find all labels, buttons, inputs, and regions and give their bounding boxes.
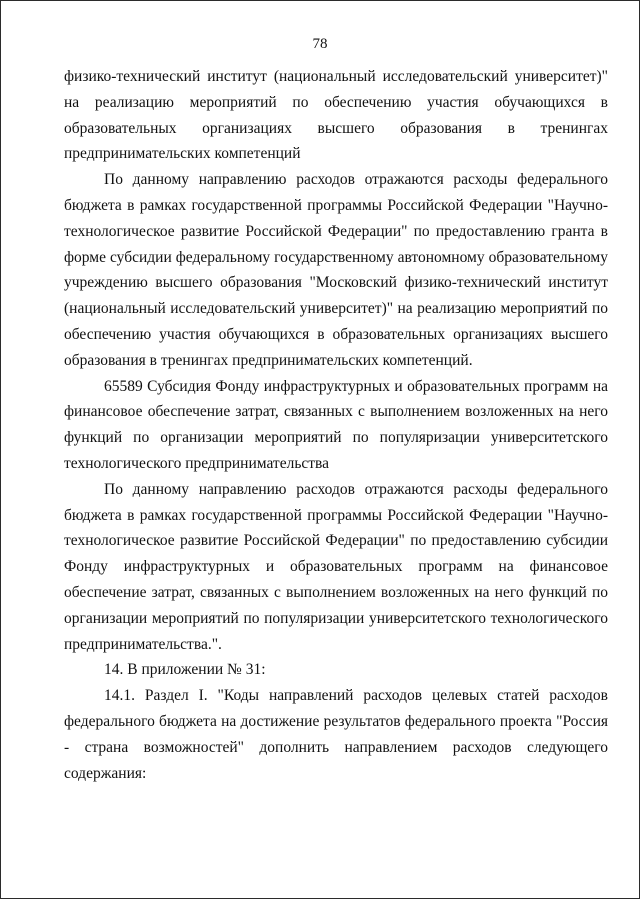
document-body [64,64,608,786]
paragraph-expense-description: По данному направлению расходов отражаются расходы федерального бюджета в рамках государственной программы Российской Федерации "Научно-технологическое развитие Российской Федерации" по предоставлению гранта в форме субсидии федеральному государственному автономному образовательному учреждению высшего образования "Московский физико-технический институт (национальный исследовательский университет)" на реализацию мероприятий по обеспечению участия обучающихся в образовательных организациях высшего образования в тренингах предпринимательских компетенций. [64,171,608,369]
paragraph-appendix-31: 14. В приложении № 31: [104,661,266,679]
paragraph-section-14-1: 14.1. Раздел I. "Коды направлений расходов целевых статей расходов федерального бюджета на достижение результатов федерального проекта "Россия - страна возможностей" дополнить направлением расходов следующего содержания: [64,687,608,782]
paragraph-continuation: физико-технический институт (национальный исследовательский университет)" на реализацию мероприятий по обеспечению участия обучающихся в образовательных организациях высшего образования в тренингах предпринимательских компетенций [64,68,608,163]
paragraph-expense-description-65589: По данному направлению расходов отражаются расходы федерального бюджета в рамках государственной программы Российской Федерации "Научно-технологическое развитие Российской Федерации" по предоставлению субсидии Фонду инфраструктурных и образовательных программ на финансовое обеспечение затрат, связанных с выполнением возложенных на него функций по организации мероприятий по популяризации университетского технологического предпринимательства.". [64,480,608,653]
page-number: 78 [312,36,328,52]
paragraph-expense-code-65589: 65589 Субсидия Фонду инфраструктурных и образовательных программ на финансовое обеспечение затрат, связанных с выполнением возложенных на него функций по организации мероприятий по популяризации университетского технологического предпринимательства [64,377,608,472]
